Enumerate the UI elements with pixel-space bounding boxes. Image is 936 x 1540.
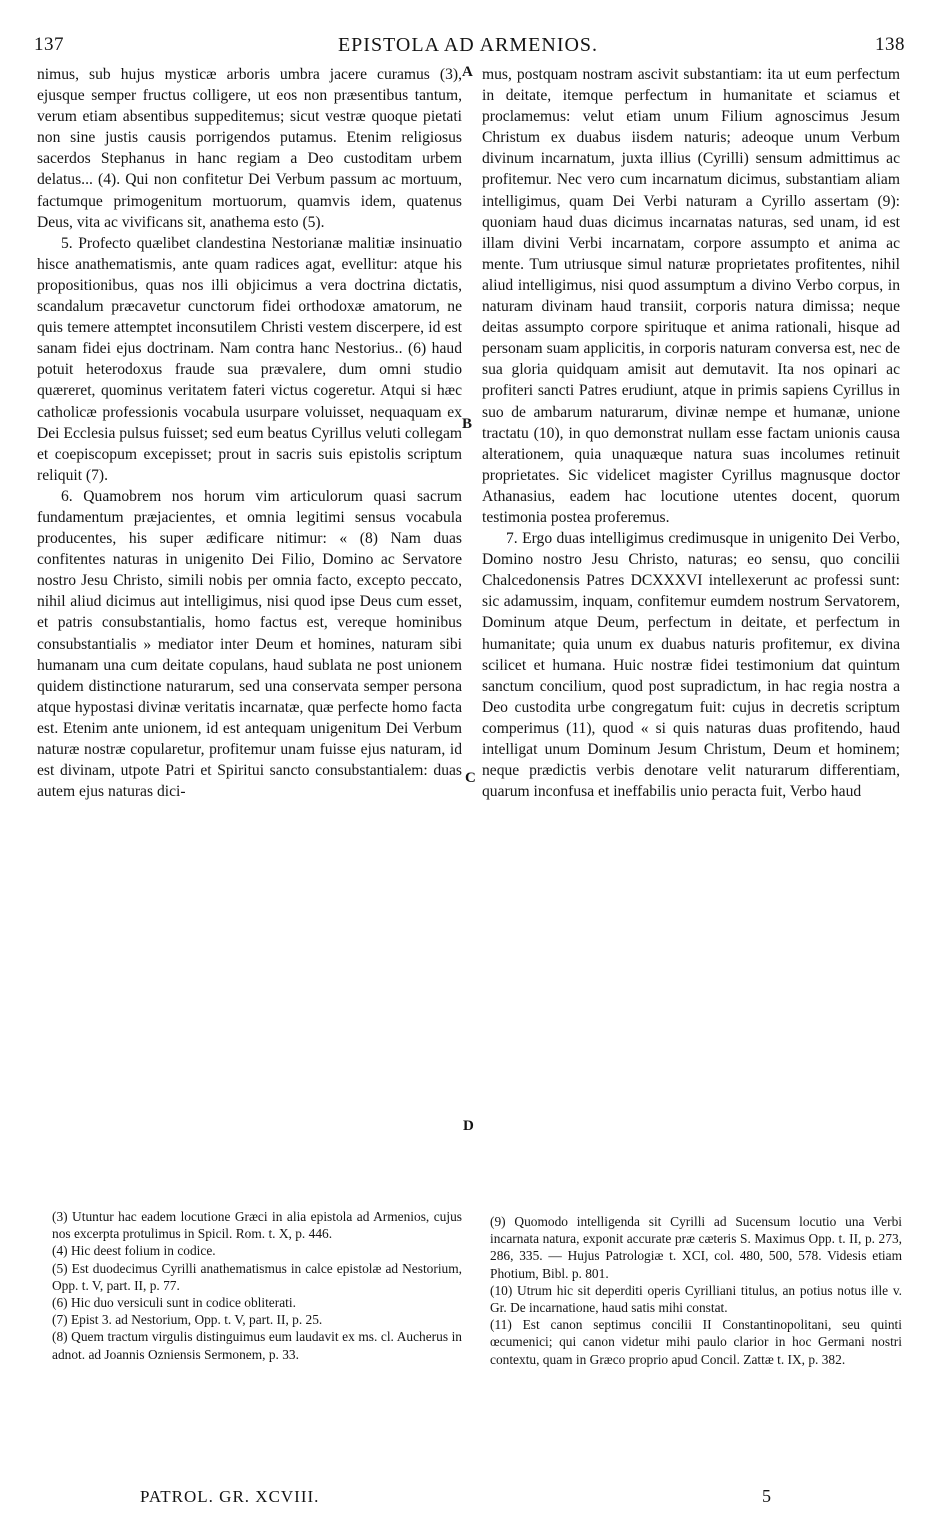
footnotes-right — [490, 1213, 902, 1368]
paragraph: mus, postquam nostram ascivit substantiam: ita ut eum perfectum in deitate, itemque perfectum in humanitate et sciamus et proclamemus: velut etiam unum Filium agnoscimus Jesum Christum ex duabus iisdem naturis; adeoque unum Verbum divinum incarnatum, juxta illius (Cyrilli) sensum admittimus ac profitemur. Nec vero cum incarnatum dicimus, substantiam aliam intelligimus, quam Dei Verbi naturam a Cyrillo assertam (9): quoniam haud duas dicimus incarnatas naturas, sed unam, id est illam divini Verbi incarnatam, corpore assumpto et anima ac mente. Tum utriusque simul naturæ proprietates profitentes, nihil aliud intelligimus, nisi quod assumptum a divino Verbo corpus, in naturam divinam haud transiit, corporis natura dimissa; neque deitas assumpto corpore spirituque et anima rationali, hisque ad personam suam applicitis, in corporis naturam conversa est, nec de sua gloria quidquam amisit aut demutavit. Ita nos opinari ac profiteri sancti Patres erudiunt, atque in primis sapiens Cyrillus in suo de ambarum naturarum, divinæ nempe et humanæ, unione tractatu (10), in quo demonstrat nullam esse factam unionis causa alterationem, quia unaquæque natura suas incolumes retinuit proprietates. Sic videlicet magister Cyrillus magnusque doctor Athanasius, eadem hac locutione utentes docent, quorum testimonia postea proferemus. — [482, 66, 900, 526]
paragraph: nimus, sub hujus mysticæ arboris umbra jacere curamus (3), ejusque semper fructus colligere, ut eos non præsentibus tantum, verum etiam absentibus suppeditemus; sicut vestræ quoque pietati non sine justis causis porrigendos putamus. Etenim religiosus sacerdos Stephanus in hanc regiam a Deo custoditam urbem delatus... (4). Qui non confitetur Dei Verbum passum ac mortuum, factumque primogenitum mortuorum, quamvis idem, quatenus Deus, vita ac vivificans sit, anathema esto (5). — [37, 66, 462, 231]
left-column — [37, 64, 462, 802]
footnote: (4) Hic deest folium in codice. — [52, 1243, 216, 1259]
footnote: (9) Quomodo intelligenda sit Cyrilli ad Sucensum locutio una Verbi incarnata natura, exponit accurate præ cæteris S. Maximus Opp. t. II, p. 273, 286, 335. — Hujus Patrologiæ t. XCI, col. 480, 500, 578. Videsis etiam Photium, Bibl. p. 801. — [490, 1214, 902, 1281]
printer-signature: PATROL. GR. XCVIII. — [140, 1487, 320, 1506]
section-marker-d: D — [463, 1118, 474, 1134]
footnote: (3) Utuntur hac eadem locutione Græci in alia epistola ad Armenios, cujus nos excerpta protulimus in Spicil. Rom. t. X, p. 446. — [52, 1209, 462, 1242]
section-marker-a: A — [462, 64, 473, 80]
running-title: EPISTOLA AD ARMENIOS. — [337, 34, 599, 56]
left-page-number: 137 — [34, 34, 64, 55]
footnote: (11) Est canon septimus concilii II Constantinopolitani, seu quinti œcumenici; qui canon videtur mihi paulo clarior in hoc Germani nostri contextu, quam in Græco proprio apud Concil. Zattæ t. IX, p. 382. — [490, 1317, 902, 1367]
right-column — [482, 64, 900, 802]
footnotes-left — [52, 1208, 462, 1363]
footnote: (8) Quem tractum virgulis distinguimus eum laudavit ex ms. cl. Aucherus in adnot. ad Joannis Ozniensis Sermonem, p. 33. — [52, 1329, 462, 1362]
section-marker-c: C — [465, 770, 476, 786]
paragraph: 6. Quamobrem nos horum vim articulorum quasi sacrum fundamentum præjacientes, et omnia legitimi sensus vocabula producentes, his super ædificare nitimur: « (8) Nam duas confitentes naturas in unigenito Dei Filio, Domino ac Servatore nostro Jesu Christo, simili nobis per omnia facto, excepto peccato, nihil aliud dicimus aut intelligimus, nisi quod ipse Deus cum esset, et patris consubstantialis, homo factus est, vereque hominibus consubstantialis » mediator inter Deum et homines, naturam sibi humanam una cum deitate copulans, haud sublata ne post unionem quidem distinctione naturarum, sed una conservata semper persona atque hypostasi divinæ veritatis incarnatæ, quæ perfecte homo facta est. Etenim ante unionem, id est antequam unigenitum Dei Verbum naturæ nostræ copularetur, profitemur unam fuisse ejus naturam, id est divinam, utpote Patri et Spiritui sancto consubstantialem: duas autem ejus naturas dici- — [37, 487, 462, 801]
paragraph: 5. Profecto quælibet clandestina Nestorianæ malitiæ insinuatio hisce anathematismis, ante quam radices agat, evellitur: atque his propositionibus, quas nos illi objicimus a vera doctrina dictatis, scandalum præcavetur cunctorum fidei orthodoxæ amatorum, ne quis temere attemptet inconsutilem Christi vestem discerpere, id est sanam fidei ejus doctrinam. Nam contra hanc Nestorius.. (6) haud potuit heterodoxus fraude sua prævalere, dum omni studio quæreret, quominus veritatem fateri victus cogeretur. Atqui si hæc catholicæ professionis vocabula usurpare voluisset, nequaquam ex Dei Ecclesia pulsus fuisset; sed eum beatus Cyrillus veluti collegam et coepiscopum excepisset; prout in sacris suis epistolis scriptum reliquit (7). — [37, 234, 462, 484]
right-page-number: 138 — [875, 34, 905, 55]
section-marker-b: B — [462, 416, 473, 432]
footnote: (6) Hic duo versiculi sunt in codice obliterati. — [52, 1295, 296, 1311]
footnote: (10) Utrum hic sit deperditi operis Cyrilliani titulus, an potius notus ille v. Gr. De incarnatione, haud satis mihi constat. — [490, 1282, 902, 1316]
footnote: (7) Epist 3. ad Nestorium, Opp. t. V, part. II, p. 25. — [52, 1312, 323, 1328]
paragraph: 7. Ergo duas intelligimus credimusque in unigenito Dei Verbo, Domino nostro Jesu Christo, naturas; eo sensu, quo concilii Chalcedonensis Patres DCXXXVI intellexerunt ac professi sunt: sic adamussim, inquam, confitemur eumdem nostrum Servatorem, Dominum atque Deum, perfectum in deitate, et perfectum in humanitate; quia unum ex duabus naturis profitemur, ex divina scilicet et humana. Huic nostræ fidei testimonium dat quintum sanctum concilium, quod post supradictum, in hac regia nostra a Deo custodita urbe congregatum fuit: cujus in decretis scriptum comperimus (11), quod « si quis naturas duas profitendo, haud intelligat unum Dominum Jesum Christum, Deum et hominem; neque prædictis verbis denotare velit naturarum differentiam, quarum inconfusa et ineffabilis unio peracta fuit, Verbo haud — [482, 530, 900, 801]
footnote: (5) Est duodecimus Cyrilli anathematismus in calce epistolæ ad Nestorium, Opp. t. V, part. II, p. 77. — [52, 1260, 462, 1293]
sheet-number: 5 — [762, 1486, 771, 1506]
